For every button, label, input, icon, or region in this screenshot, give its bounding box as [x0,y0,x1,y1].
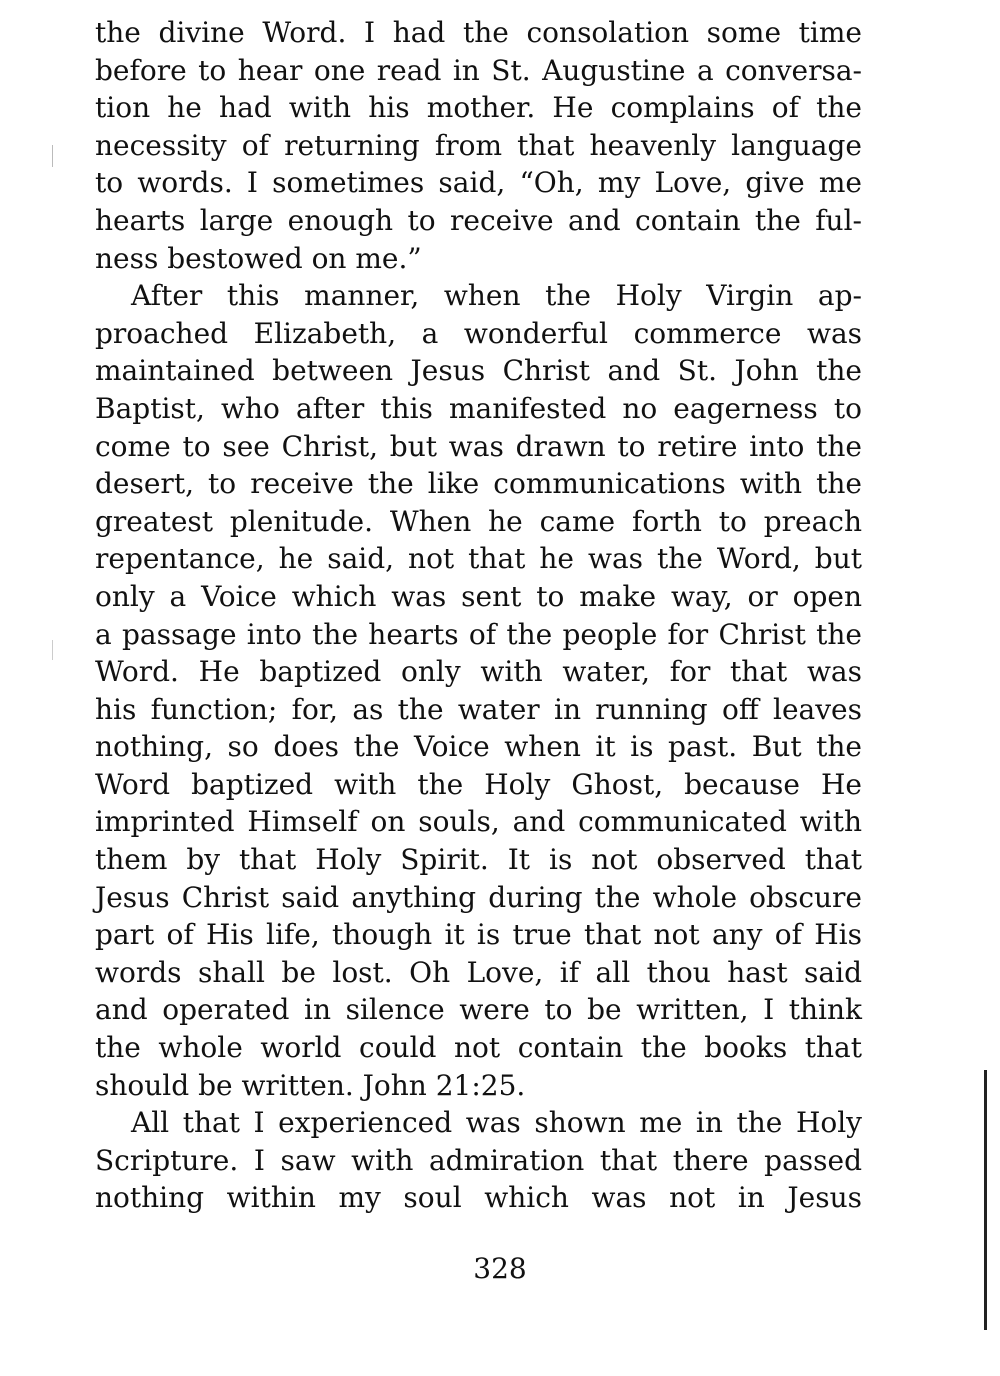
text-line: greatest plenitude. When he came forth to preach [95,504,862,538]
text-line: the whole world could not contain the books that [95,1031,862,1065]
scan-edge-mark [984,1070,987,1330]
text-line: Word. He baptized only with water, for that was [95,655,862,689]
text-line: Word baptized with the Holy Ghost, because He [95,767,862,801]
text-line: part of His life, though it is true that not any of His [95,918,862,952]
text-line: only a Voice which was sent to make way, or open [95,579,862,613]
text-line: his function; for, as the water in running off leaves [95,692,862,726]
text-line: ness bestowed on me.” [95,241,422,275]
text-line: proached Elizabeth, a wonderful commerce was [95,316,862,350]
text-line: repentance, he said, not that he was the Word, but [95,542,862,576]
text-line: imprinted Himself on souls, and communicated with [95,805,862,839]
scan-speck [52,145,53,167]
text-line: should be written. John 21:25. [95,1068,526,1102]
text-line: Jesus Christ said anything during the whole obscure [95,880,862,914]
text-line: After this manner, when the Holy Virgin ap- [131,279,862,313]
scan-speck [52,640,53,660]
text-line: the divine Word. I had the consolation some time [95,16,862,49]
paragraph-2 [95,277,862,1104]
text-line: them by that Holy Spirit. It is not observed that [95,843,862,877]
text-line: maintained between Jesus Christ and St. John the [95,354,862,388]
text-line: All that I experienced was shown me in the Holy [131,1106,862,1140]
text-line: hearts large enough to receive and contain the ful- [95,203,862,237]
text-line: words shall be lost. Oh Love, if all thou hast said [95,955,862,989]
text-line: nothing within my soul which was not in Jesus [95,1181,862,1215]
paragraph-3 [95,1104,862,1217]
page-number: 328 [473,1252,527,1285]
text-line: necessity of returning from that heavenly language [95,128,862,162]
text-line: Scripture. I saw with admiration that there passed [95,1143,862,1177]
text-line: to words. I sometimes said, “Oh, my Love, give me [95,166,862,200]
text-line: desert, to receive the like communications with the [95,467,862,501]
text-line: and operated in silence were to be written, I think [95,993,862,1027]
text-line: come to see Christ, but was drawn to retire into the [95,429,862,463]
text-line: Baptist, who after this manifested no eagerness to [95,391,862,425]
page-body [95,14,862,1217]
text-line: before to hear one read in St. Augustine a conversa- [95,53,862,87]
text-line: tion he had with his mother. He complains of the [95,91,862,125]
text-line: a passage into the hearts of the people for Christ the [95,617,862,651]
text-line: nothing, so does the Voice when it is past. But the [95,730,862,764]
paragraph-1 [95,14,862,277]
